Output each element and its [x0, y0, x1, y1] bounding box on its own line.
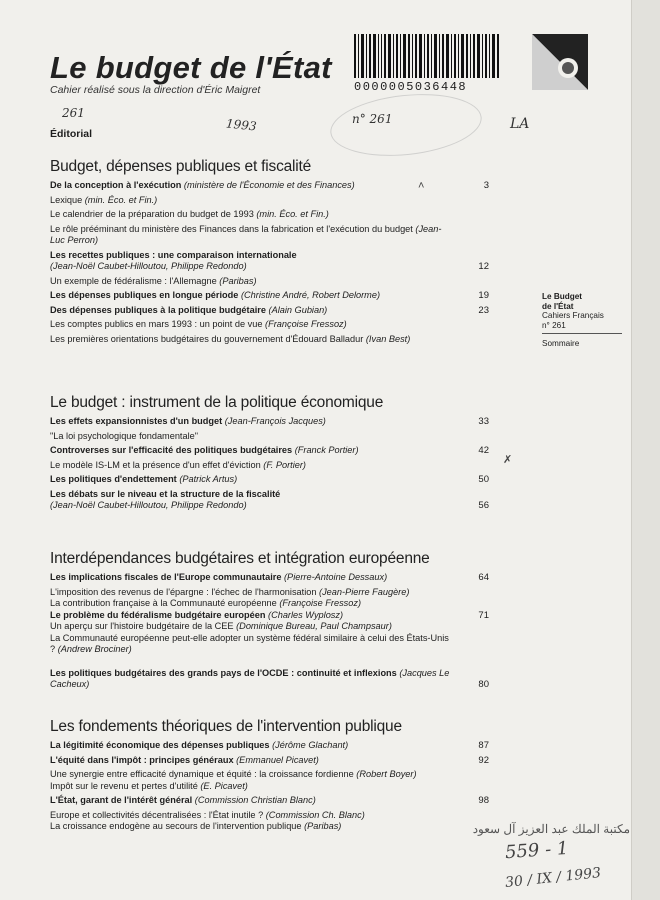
entry-author: (Pierre-Antoine Dessaux)	[284, 572, 388, 582]
toc-entry	[50, 769, 495, 781]
entry-title: Europe et collectivités décentralisées : l'État inutile ?	[50, 809, 264, 820]
entry-author: (Alain Gubian)	[268, 304, 328, 315]
toc-entry	[50, 334, 495, 346]
entry-title: Les effets expansionnistes d'un budget	[50, 416, 223, 426]
entry-author: (Jean-Pierre Faugère)	[319, 586, 410, 597]
toc-entry	[50, 416, 495, 428]
entry-page: 33	[478, 416, 489, 427]
entry-title: La contribution française à la Communauté européenne	[50, 598, 277, 608]
toc-entry	[50, 460, 495, 472]
entry-page: 80	[478, 679, 489, 690]
entry-author: (Paribas)	[219, 275, 257, 286]
page-edge	[631, 0, 660, 900]
entry-title: De la conception à l'exécution	[50, 180, 182, 190]
entry-author: (Robert Boyer)	[356, 769, 417, 779]
toc-entry	[50, 587, 495, 599]
entry-author: (F. Portier)	[263, 459, 306, 470]
entry-page: 71	[478, 609, 489, 621]
entry-author: (Dominique Bureau, Paul Champsaur)	[236, 621, 392, 631]
entry-page: 3	[483, 180, 489, 191]
toc-entry	[50, 276, 495, 288]
entry-author: (Ivan Best)	[365, 333, 411, 344]
subtitle: Cahier réalisé sous la direction d'Éric Maigret	[50, 84, 261, 96]
barcode-digits: 0000005036448	[354, 80, 468, 94]
entry-author: (Jean-François Jacques)	[224, 416, 326, 426]
entry-author: (Emmanuel Picavet)	[236, 754, 319, 765]
margin-mark-cross: ✗	[503, 454, 513, 466]
entry-author: (Françoise Fressoz)	[279, 598, 362, 608]
entry-title: Des dépenses publiques à la politique budgétaire	[50, 304, 266, 315]
toc-entry	[50, 250, 495, 273]
handwritten-call-number: 559 - 1	[504, 837, 569, 864]
entry-author: (Paribas)	[304, 821, 342, 831]
entry-author: (ministère de l'Économie et des Finances)	[183, 180, 355, 190]
sidebar-series: Cahiers Français	[542, 311, 604, 320]
toc-entry	[50, 740, 495, 752]
section-heading: Interdépendances budgétaires et intégration européenne	[50, 550, 430, 567]
toc-entry	[50, 474, 495, 486]
toc-entry	[50, 180, 495, 192]
entry-author: (min. Éco. et Fin.)	[84, 194, 158, 205]
toc-entry	[50, 489, 495, 512]
toc-entry	[50, 209, 495, 221]
entry-author: (Charles Wyplosz)	[268, 609, 344, 620]
toc-section-1	[50, 158, 495, 348]
entry-author: (Jean-Noël Caubet-Hilloutou, Philippe Redondo)	[50, 500, 247, 510]
entry-title: Le problème du fédéralisme budgétaire européen	[50, 609, 266, 620]
entry-title: Impôt sur le revenu et pertes d'utilité	[50, 780, 198, 791]
entry-author: (Patrick Artus)	[179, 474, 238, 484]
section-heading: Les fondements théoriques de l'intervention publique	[50, 718, 402, 735]
section-heading: Budget, dépenses publiques et fiscalité	[50, 158, 312, 175]
entry-title: Les politiques budgétaires des grands pays de l'OCDE : continuité et inflexions	[50, 667, 397, 678]
entry-page: 56	[478, 500, 489, 511]
sidebar-divider	[542, 333, 622, 334]
entry-author: (Jacques Le Cacheux)	[50, 667, 450, 689]
toc-entry	[50, 598, 495, 610]
entry-author: (E. Picavet)	[200, 780, 248, 791]
toc-entry	[50, 755, 495, 767]
entry-title: Les premières orientations budgétaires du gouvernement d'Édouard Balladur	[50, 333, 364, 344]
entry-title: Controverses sur l'efficacité des politiques budgétaires	[50, 445, 293, 455]
entry-title: Les débats sur le niveau et la structure de la fiscalité	[50, 488, 281, 499]
entry-title: L'équité dans l'impôt : principes généraux	[50, 754, 234, 765]
entry-title: Les implications fiscales de l'Europe communautaire	[50, 572, 282, 582]
entry-author: (Commission Christian Blanc)	[194, 795, 316, 805]
toc-entry	[50, 610, 495, 622]
toc-entry	[50, 621, 495, 633]
toc-entry	[50, 810, 495, 822]
entry-author: (Andrew Brociner)	[57, 644, 132, 654]
entry-author: (Commission Ch. Blanc)	[265, 809, 365, 820]
entry-title: Les politiques d'endettement	[50, 474, 177, 484]
toc-entry	[50, 319, 495, 331]
entry-title: Le modèle IS-LM et la présence d'un effet d'éviction	[50, 459, 261, 470]
margin-mark-caret: ˄	[418, 180, 425, 192]
sidebar-issue: n° 261	[542, 320, 566, 330]
entry-title: Une synergie entre efficacité dynamique et équité : la croissance fordienne	[50, 769, 354, 779]
handwritten-issue: n° 261	[352, 112, 393, 126]
entry-page: 23	[478, 304, 489, 316]
entry-title: Lexique	[50, 194, 83, 205]
entry-author: (Christine André, Robert Delorme)	[240, 290, 381, 300]
entry-page: 64	[478, 572, 489, 583]
sidebar-label: Sommaire	[542, 339, 580, 348]
editorial-label: Éditorial	[50, 128, 93, 140]
handwritten-year: 1993	[225, 116, 258, 134]
entry-title: Les dépenses publiques en longue période	[50, 290, 239, 300]
entry-title: L'État, garant de l'intérêt général	[50, 795, 193, 805]
toc-entry	[50, 290, 495, 302]
entry-page: 98	[478, 795, 489, 806]
page-title: Le budget de l'État	[50, 50, 332, 85]
entry-author: (Jean-Noël Caubet-Hilloutou, Philippe Redondo)	[50, 261, 247, 271]
entry-title: Les comptes publics en mars 1993 : un point de vue	[50, 319, 263, 329]
toc-entry	[50, 821, 495, 833]
sidebar-title-line2: de l'État	[542, 301, 574, 311]
entry-title: Le calendrier de la préparation du budget de 1993	[50, 209, 254, 219]
toc-section-3	[50, 550, 495, 694]
toc-entry	[50, 572, 495, 584]
toc-section-2	[50, 394, 495, 515]
entry-title: "La loi psychologique fondamentale"	[50, 430, 199, 441]
toc-entry	[50, 633, 495, 656]
toc-section-4	[50, 718, 495, 836]
entry-page: 19	[478, 290, 489, 301]
handwritten-number: 261	[62, 106, 85, 120]
entry-title: Le rôle prééminant du ministère des Finances dans la fabrication et l'exécution du budget	[50, 223, 413, 234]
entry-title: Un aperçu sur l'histoire budgétaire de la CEE	[50, 621, 234, 631]
entry-author: (Jean-Luc Perron)	[50, 223, 442, 245]
toc-entry	[50, 781, 495, 793]
handwritten-date: 30 / IX / 1993	[504, 865, 602, 891]
barcode-bars	[354, 34, 532, 78]
toc-entry	[50, 668, 495, 691]
toc-entry	[50, 445, 495, 457]
entry-page: 42	[478, 445, 489, 456]
arabic-library-stamp: مكتبة الملك عبد العزيز آل سعود	[472, 822, 630, 836]
entry-author: (Franck Portier)	[294, 445, 359, 455]
sidebar	[542, 292, 622, 349]
entry-page: 87	[478, 740, 489, 751]
sidebar-title-line1: Le Budget	[542, 292, 583, 301]
toc-entry	[50, 431, 495, 443]
entry-title: La légitimité économique des dépenses publiques	[50, 740, 270, 750]
toc-entry	[50, 224, 495, 247]
entry-author: (Jérôme Glachant)	[272, 740, 349, 750]
entry-author: (min. Éco. et Fin.)	[256, 209, 329, 219]
entry-author: (Françoise Fressoz)	[265, 319, 347, 329]
entry-title: Un exemple de fédéralisme : l'Allemagne	[50, 275, 217, 286]
entry-page: 12	[478, 261, 489, 272]
entry-page: 92	[478, 754, 489, 766]
entry-title: Les recettes publiques : une comparaison internationale	[50, 249, 297, 260]
toc-entry	[50, 195, 495, 207]
entry-page: 50	[478, 474, 489, 485]
section-heading: Le budget : instrument de la politique économique	[50, 394, 384, 411]
toc-entry	[50, 305, 495, 317]
toc-entry	[50, 795, 495, 807]
publisher-logo	[532, 34, 588, 90]
handwritten-initials: LA	[510, 116, 530, 132]
entry-title: La croissance endogène au secours de l'intervention publique	[50, 821, 302, 831]
barcode	[354, 34, 532, 104]
entry-title: La Communauté européenne peut-elle adopter un système fédéral similaire à celui des États-Unis ?	[50, 632, 449, 654]
entry-title: L'imposition des revenus de l'épargne : l'échec de l'harmonisation	[50, 586, 317, 597]
